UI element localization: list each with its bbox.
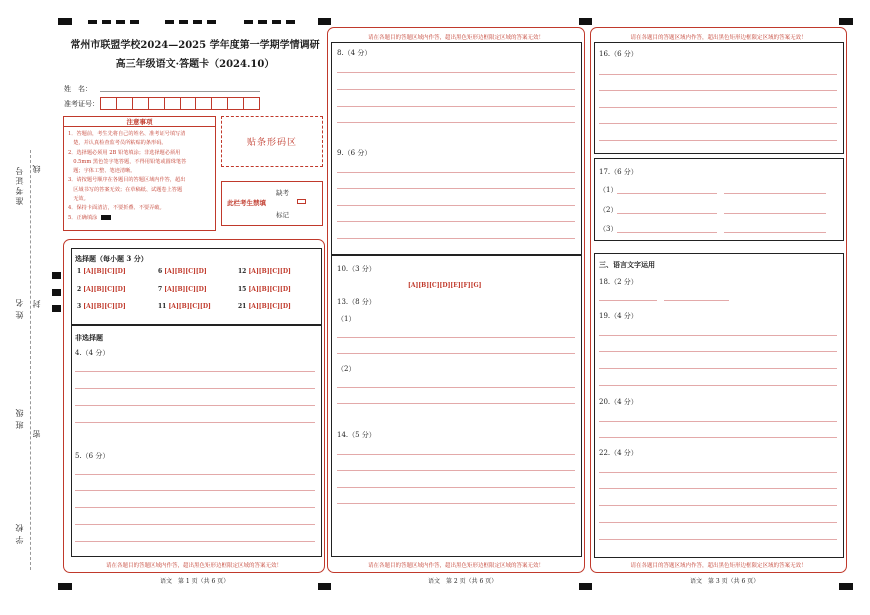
- name-field[interactable]: [100, 91, 260, 92]
- question-9-label: 9.（6 分）: [337, 149, 372, 157]
- answer-line[interactable]: [617, 232, 717, 233]
- exam-no-boxes[interactable]: [100, 97, 260, 110]
- page2-warning-top: 请在各题目的答题区域内作答，超出黑色矩形边框限定区域的答案无效！: [367, 35, 544, 41]
- page1-footer: 语文 第 1 页（共 6 页）: [160, 578, 230, 585]
- mc-row[interactable]: 2 [A][B][C][D]: [77, 286, 126, 293]
- answer-line[interactable]: [599, 300, 657, 301]
- note-line: 无效。: [68, 196, 89, 203]
- answer-line[interactable]: [724, 213, 826, 214]
- page1-warning: 请在各题目的答题区域内作答，超出黑色矩形边框限定区域的答案无效！: [105, 563, 282, 569]
- question-4-label: 4.（4 分）: [75, 349, 110, 357]
- mc-row[interactable]: 15 [A][B][C][D]: [238, 286, 291, 293]
- side-seal-label: 封: [32, 300, 41, 308]
- section-3-title: 三、语言文字运用: [599, 260, 655, 269]
- question-10-label: 10.（3 分）: [337, 265, 376, 273]
- question-17-label: 17.（6 分）: [599, 168, 638, 176]
- question-13-part-1: （1）: [337, 315, 356, 323]
- answer-line[interactable]: [664, 300, 729, 301]
- choice-title: 选择题（每小题 3 分）: [75, 254, 148, 263]
- side-school-label: 学校: [15, 520, 24, 544]
- notes-title: 注意事项: [64, 117, 215, 127]
- mc-row[interactable]: 7 [A][B][C][D]: [158, 286, 207, 293]
- side-name-label: 姓名: [15, 295, 24, 319]
- absent-mark-label-2: 标记: [276, 211, 289, 219]
- absent-label: 此栏考生禁填: [227, 199, 266, 207]
- question-20-label: 20.（4 分）: [599, 398, 638, 406]
- side-class-label: 班级: [15, 405, 24, 429]
- answer-line[interactable]: [617, 213, 717, 214]
- note-line: 3．请按题号顺序在各题目的答题区域内作答，超出: [68, 177, 186, 184]
- note-line: 1．答题前，考生先将自己的姓名、准考证号填写清: [68, 131, 186, 137]
- absent-box: [221, 181, 323, 226]
- question-16-label: 16.（6 分）: [599, 50, 638, 58]
- question-18-label: 18.（2 分）: [599, 278, 638, 286]
- side-exam-no-label: 准考证号: [15, 165, 24, 205]
- question-13-part-2: （2）: [337, 365, 356, 373]
- note-line: 4．保持卡面清洁，不要折叠、不要弄破。: [68, 205, 165, 212]
- exam-no-label: 准考证号：: [64, 100, 99, 108]
- mc-row[interactable]: 11 [A][B][C][D]: [158, 303, 211, 310]
- side-line-label: 线: [32, 165, 41, 173]
- page2-footer: 语文 第 2 页（共 6 页）: [428, 578, 498, 585]
- note-line: 5．正确填涂: [68, 214, 98, 221]
- mc-row[interactable]: 12 [A][B][C][D]: [238, 268, 291, 275]
- question-10-options[interactable]: [A][B][C][D][E][F][G]: [408, 282, 482, 289]
- page-title: 常州市联盟学校2024—2025 学年度第一学期学情调研: [70, 40, 320, 51]
- side-secret-label: 密: [32, 430, 41, 438]
- note-line: 0.5mm 黑色签字笔答题，不得用铅笔或圆珠笔答: [68, 158, 187, 165]
- answer-line[interactable]: [724, 193, 826, 194]
- question-14-label: 14.（5 分）: [337, 431, 376, 439]
- question-19-label: 19.（4 分）: [599, 312, 638, 320]
- mc-row[interactable]: 21 [A][B][C][D]: [238, 303, 291, 310]
- mc-row[interactable]: 1 [A][B][C][D]: [77, 268, 126, 275]
- barcode-label: 贴条形码区: [246, 138, 297, 148]
- nonchoice-title: 非选择题: [75, 333, 103, 342]
- page-subtitle: 高三年级语文·答题卡（2024.10）: [115, 59, 275, 70]
- question-13-label: 13.（8 分）: [337, 298, 376, 306]
- page2-warning-bottom: 请在各题目的答题区域内作答，超出黑色矩形边框限定区域的答案无效！: [367, 563, 544, 569]
- filled-sample-mark: [101, 215, 111, 220]
- name-label: 姓 名：: [64, 85, 92, 93]
- question-8-label: 8.（4 分）: [337, 49, 372, 57]
- question-17-part-3: （3）: [599, 225, 618, 233]
- page3-warning-bottom: 请在各题目的答题区域内作答，超出黑色矩形边框限定区域的答案无效！: [630, 563, 807, 569]
- question-5-label: 5.（6 分）: [75, 452, 110, 460]
- note-line: 区域书写的答案无效；在草稿纸、试题卷上答题: [68, 186, 183, 193]
- notes-box: [63, 116, 216, 231]
- nonchoice-section: [71, 325, 322, 557]
- answer-line[interactable]: [724, 232, 826, 233]
- mc-row[interactable]: 6 [A][B][C][D]: [158, 268, 207, 275]
- page3-warning-top: 请在各题目的答题区域内作答，超出黑色矩形边框限定区域的答案无效！: [630, 35, 807, 41]
- note-line: 2．选择题必须用 2B 铅笔填涂；非选择题必须用: [68, 149, 181, 156]
- question-17-part-1: （1）: [599, 186, 618, 194]
- note-line: 题；字体工整、笔迹清晰。: [68, 168, 136, 175]
- question-22-label: 22.（4 分）: [599, 449, 638, 457]
- absent-checkbox[interactable]: [297, 199, 306, 204]
- answer-line[interactable]: [617, 193, 717, 194]
- barcode-area: [221, 116, 323, 167]
- note-line: 楚，并认真检查监考员所粘贴的条形码。: [68, 140, 167, 147]
- mc-row[interactable]: 3 [A][B][C][D]: [77, 303, 126, 310]
- page3-footer: 语文 第 3 页（共 6 页）: [690, 578, 760, 585]
- question-17-part-2: （2）: [599, 206, 618, 214]
- absent-mark-label-1: 缺考: [276, 189, 289, 197]
